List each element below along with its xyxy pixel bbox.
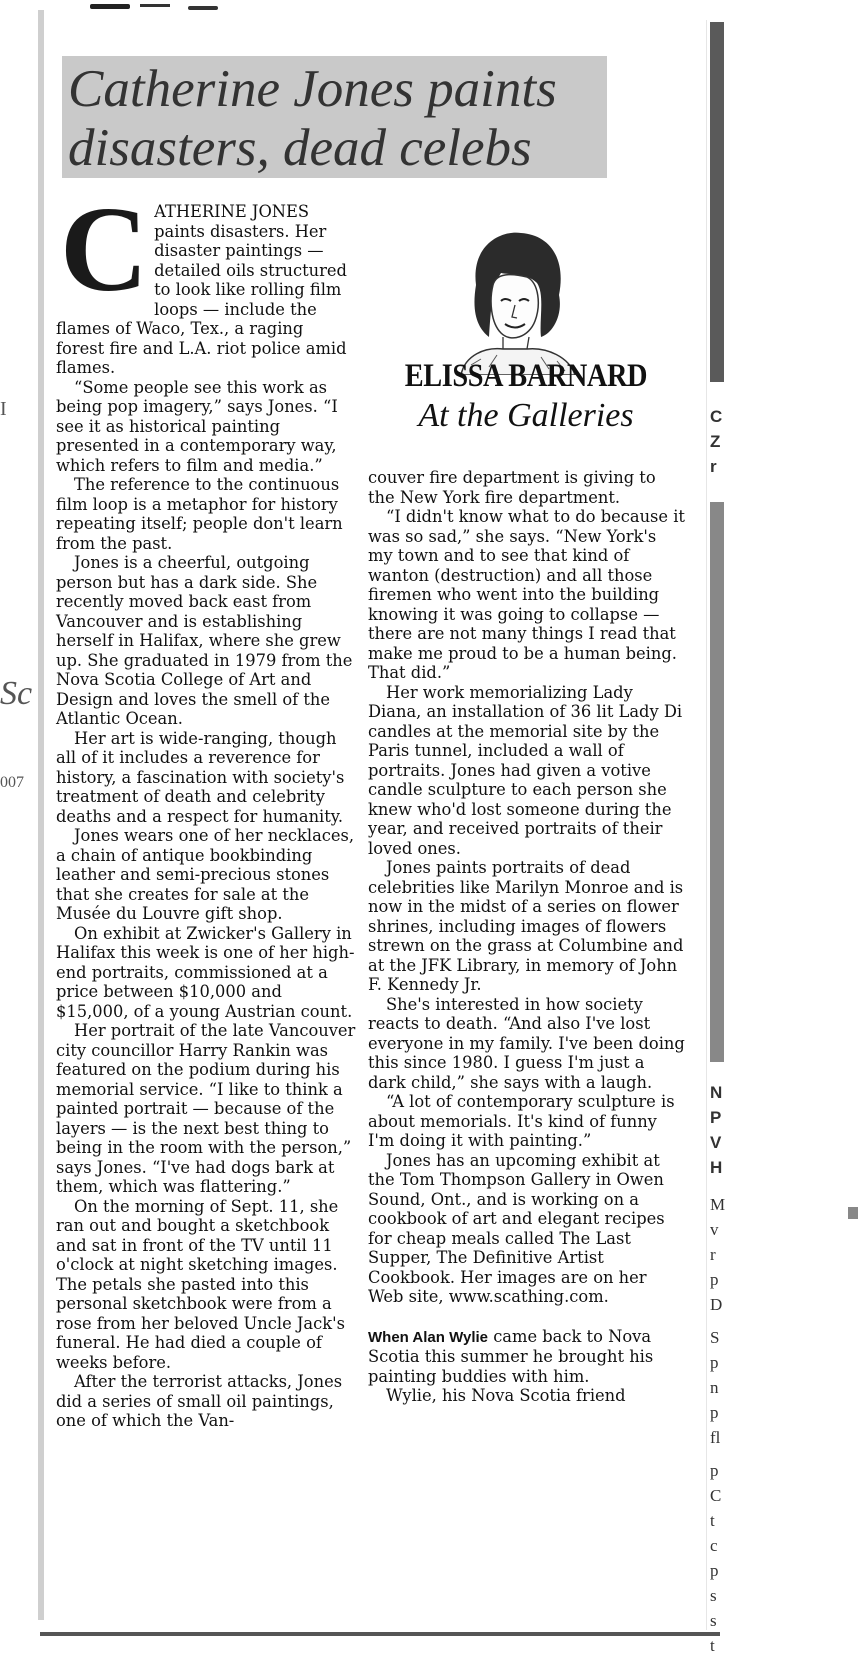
drop-cap: C (60, 182, 149, 317)
article-paragraph: On the morning of Sept. 11, she ran out and bought a sketchbook and sat in front of the TV until 11 o'clock at night sketching images. The petals she pasted into this personal sketchbook were from a rose from her beloved Uncle Jack's funeral. He had died a couple of weeks before. (56, 1196, 345, 1372)
article-paragraph: The reference to the continuous film loop is a metaphor for history repeating itself; people don't learn from the past. (56, 475, 343, 553)
article-paragraph: couver fire department is giving to the New York fire department. (368, 468, 656, 507)
newspaper-clipping (46, 20, 707, 1630)
adjacent-fragment-top: C Z r (710, 407, 723, 476)
left-fragment-2: Sc (0, 675, 33, 712)
article-paragraph: After the terrorist attacks, Jones did a series of small oil paintings, one of which the Van- (56, 1372, 343, 1430)
article-paragraph: Jones paints portraits of dead celebrities like Marilyn Monroe and is now in the midst of a series on flower shrines, including images of flowers strewn on the grass at Columbine and at the JFK Library, in memory of John F. Kennedy Jr. (368, 858, 684, 994)
byline (376, 358, 676, 435)
next-article-text: came back to Nova Scotia this summer he brought his painting buddies with him. (368, 1326, 654, 1386)
article-paragraph: “A lot of contemporary sculpture is about memorials. It's kind of funny I'm doing it with painting.” (368, 1092, 675, 1150)
article-paragraph: Jones wears one of her necklaces, a chain of antique bookbinding leather and semi-precious stones that she creates for sale at the Musée du Louvre gift shop. (56, 826, 355, 923)
scan-speck (848, 1207, 858, 1219)
next-article-lead (368, 1327, 686, 1387)
article-paragraph: ATHERINE JONES paints disasters. Her disaster paintings — detailed oils structured to look like rolling film loops — include the flames of Waco, Tex., a raging forest fire and L.A. riot police amid flames. (56, 202, 347, 377)
headline: Catherine Jones paints disasters, dead celebs (68, 60, 557, 177)
left-fragment-1: I (0, 398, 7, 420)
column-title: At the Galleries (418, 397, 634, 434)
article-paragraph: Jones is a cheerful, outgoing person but has a dark side. She recently moved back east from Vancouver and is establishing herself in Halifax, where she grew up. She graduated in 1979 from the Nova Scotia College of Art and Design and loves the smell of the Atlantic Ocean. (56, 553, 353, 728)
article-paragraph: Her portrait of the late Vancouver city councillor Harry Rankin was featured on the podium during his memorial service. “I like to think a painted portrait — because of the layers — is the next best thing to being in the room with the person,” says Jones. “I've had dogs bark at them, which was flattering.” (56, 1021, 356, 1196)
article-paragraph: Her art is wide-ranging, though all of it includes a reverence for history, a fascination with society's treatment of death and celebrity deaths and a respect for humanity. (56, 728, 345, 826)
article-paragraph: Jones has an upcoming exhibit at the Tom Thompson Gallery in Owen Sound, Ont., and is working on a cookbook of art and elegant recipes for cheap meals called The Last Supper, The Definitive Artist Cookbook. Her images are on her Web site, www.scathing.com. (368, 1150, 665, 1306)
next-article-continued: Wylie, his Nova Scotia friend (386, 1386, 626, 1405)
article-paragraph: On exhibit at Zwicker's Gallery in Halifax this week is one of her high-end portraits, commissioned at a price between $10,000 and $15,000, of a young Austrian count. (56, 923, 355, 1021)
article-paragraph: “I didn't know what to do because it was so sad,” she says. “New York's my town and to see that kind of wanton (destruction) and all those firemen who went into the building knowing it was going to collapse — there are not many things I read that make me proud to be a human being. That did.” (368, 507, 685, 682)
article-paragraph: “Some people see this work as being pop imagery,” says Jones. “I see it as historical painting presented in a contemporary way, which refers to film and media.” (56, 377, 338, 475)
next-article-kicker: When Alan Wylie (368, 1328, 489, 1346)
article-paragraph: She's interested in how society reacts to death. “And also I've lost everyone in my family. I've been doing this since 1980. I guess I'm just a dark child,” she says with a laugh. (368, 994, 685, 1092)
adjacent-clipping-edge (0, 0, 40, 1655)
clipping-shadow (38, 10, 44, 1620)
article-column-right (368, 468, 686, 1406)
article-paragraph: Her work memorializing Lady Diana, an installation of 36 lit Lady Di candles at the memorial site by the Paris tunnel, included a wall of portraits. Jones had given a votive candle sculpture to each person she knew who'd lost someone during the year, and received portraits of their loved ones. (368, 682, 683, 858)
clipping-bottom-edge (40, 1632, 720, 1636)
headline-box (62, 56, 607, 178)
adjacent-fragment-mid: N P V H (710, 1083, 723, 1177)
columnist-name: ELISSA BARNARD (404, 358, 648, 394)
top-ink-marks (40, 0, 220, 16)
columnist-portrait-sketch (441, 225, 591, 375)
adjacent-fragment-low: M v r p D S p n p fl p C t c p s s t (710, 1195, 726, 1655)
article-column-left (56, 182, 356, 1431)
left-fragment-3: 007 (0, 774, 24, 791)
